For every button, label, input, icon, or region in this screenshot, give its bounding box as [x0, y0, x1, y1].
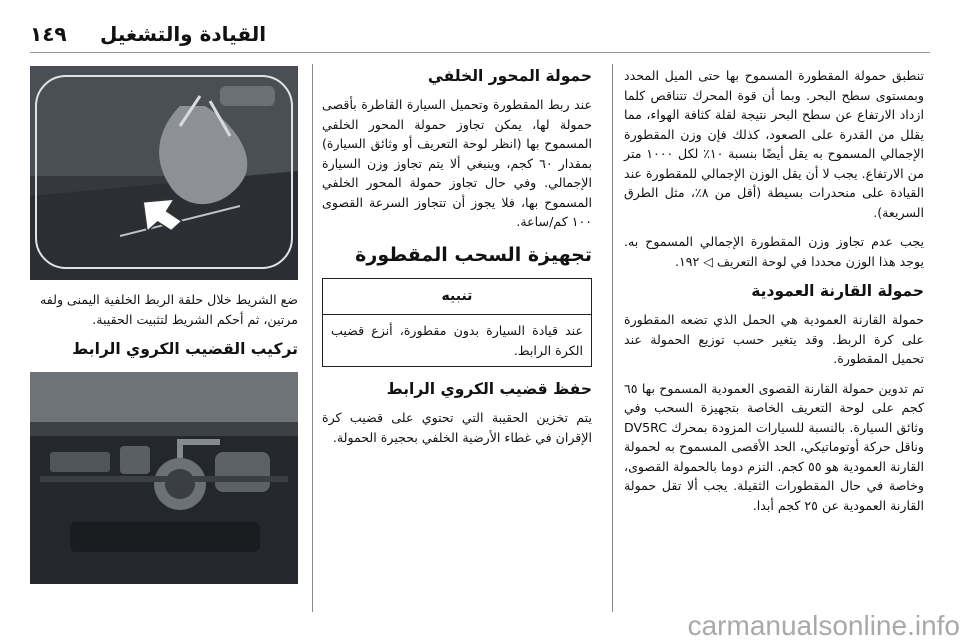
- page-reference: ١٩٢: [678, 253, 700, 269]
- right-column: [624, 66, 924, 525]
- chapter-title: القيادة والتشغيل: [100, 22, 267, 46]
- paragraph-vertical-load-def: حمولة القارنة العمودية هي الحمل الذي تضعه المقطورة على كرة الربط. وقد يتغير حسب توزيع الحمولة عند تحميل المقطورة.: [624, 312, 924, 366]
- heading-ball-bar-storage: حفظ قضيب الكروي الرابط: [386, 380, 592, 398]
- page-number: ١٤٩: [30, 22, 67, 46]
- heading-vertical-load: حمولة القارنة العمودية: [751, 282, 924, 300]
- photo-strap-bag: [30, 66, 298, 280]
- column-divider-right: [612, 64, 613, 612]
- paragraph-ball-bar-storage: يتم تخزين الحقيبة التي تحتوي على قضيب كرة الإقران في غطاء الأرضية الخلفي بحجيرة الحمولة.: [322, 410, 592, 445]
- notice-text: عند قيادة السيارة بدون مقطورة، أنزع قضيب الكرة الرابط.: [331, 323, 583, 358]
- paragraph-altitude: تنطبق حمولة المقطورة المسموح بها حتى الميل المحدد وبمستوى سطح البحر. وبما أن قوة المحرك تتناقص كلما ازداد الارتفاع عن سطح البحر نتيجة لقلة كثافة الهواء، مما يقلل من القدرة على الصعود، كذلك فإن وزن المقطورة الإجمالي المسموح به يقل أيضًا بنسبة ١٠٪ لكل ١٠٠٠ متر من الارتفاع. يجب لا أن يقل الوزن الإجمالي للمقطورة عند القيادة على منحدرات بسيطة (أقل من ٨٪، مثل الطرق السريعة).: [624, 68, 924, 220]
- watermark: carmanualsonline.info: [687, 610, 960, 641]
- page-header: [0, 0, 960, 46]
- notice-title: تنبيه: [323, 279, 591, 316]
- paragraph-vertical-load-limit: تم تدوين حمولة القارنة القصوى العمودية المسموح بها ٦٥ كجم على لوحة التعريف الخاصة بتجهيزة السحب وفي وثائق السيارة. بالنسبة للسيارات المزودة بمحرك DV5RC وناقل حركة أوتوماتيكي، الحد الأقصى المسموح به لحمولة القارنة العمودية هو ٥٥ كجم. التزم دوما بالحمولة القصوى، وخاصة في حال المقطورات الثقيلة. يجب ألا تقل حمولة القارنة العمودية عن ٢٥ كجم أبدا.: [624, 380, 925, 513]
- left-column: [30, 290, 298, 368]
- paragraph-trailer-weight: [624, 232, 924, 271]
- photo-ball-bar: [30, 372, 298, 584]
- heading-rear-axle: حمولة المحور الخلفي: [427, 67, 592, 85]
- column-divider-left: [312, 64, 313, 612]
- page-reference-icon: ◁: [703, 253, 713, 269]
- figure-strap-bag: [30, 66, 298, 280]
- figure-ball-bar: [30, 372, 298, 584]
- heading-towing-equipment: تجهيزة السحب المقطورة: [355, 243, 592, 266]
- paragraph-trailer-weight-text: يجب عدم تجاوز وزن المقطورة الإجمالي المسموح به. يوجد هذا الوزن محددا في لوحة التعريف: [624, 234, 924, 269]
- middle-column: [322, 66, 592, 457]
- paragraph-rear-axle: عند ربط المقطورة وتحميل السيارة القاطرة بأقصى حمولة لها، يمكن تجاوز حمولة المحور الخلفي المسموح بها (انظر لوحة التعريف أو وثائق السيارة) بمقدار ٦٠ كجم، وينبغي ألا يتم تجاوز وزن السيارة الإجمالي. وفي حال تجاوز حمولة المحور الخلفي المسموح بها، فلا يجوز أن تتجاوز السرعة القصوى ١٠٠ كم/ساعة.: [322, 97, 593, 229]
- figure-caption: ضع الشريط خلال حلقة الربط الخلفية اليمنى ولفه مرتين، ثم أحكم الشريط لتثبيت الحقيبة.: [40, 292, 298, 327]
- header-rule: [30, 52, 930, 53]
- heading-fitting-ball-bar: تركيب القضيب الكروي الرابط: [72, 340, 298, 358]
- notice-box: [322, 278, 592, 368]
- paragraph-trailer-weight-end: .: [674, 253, 679, 269]
